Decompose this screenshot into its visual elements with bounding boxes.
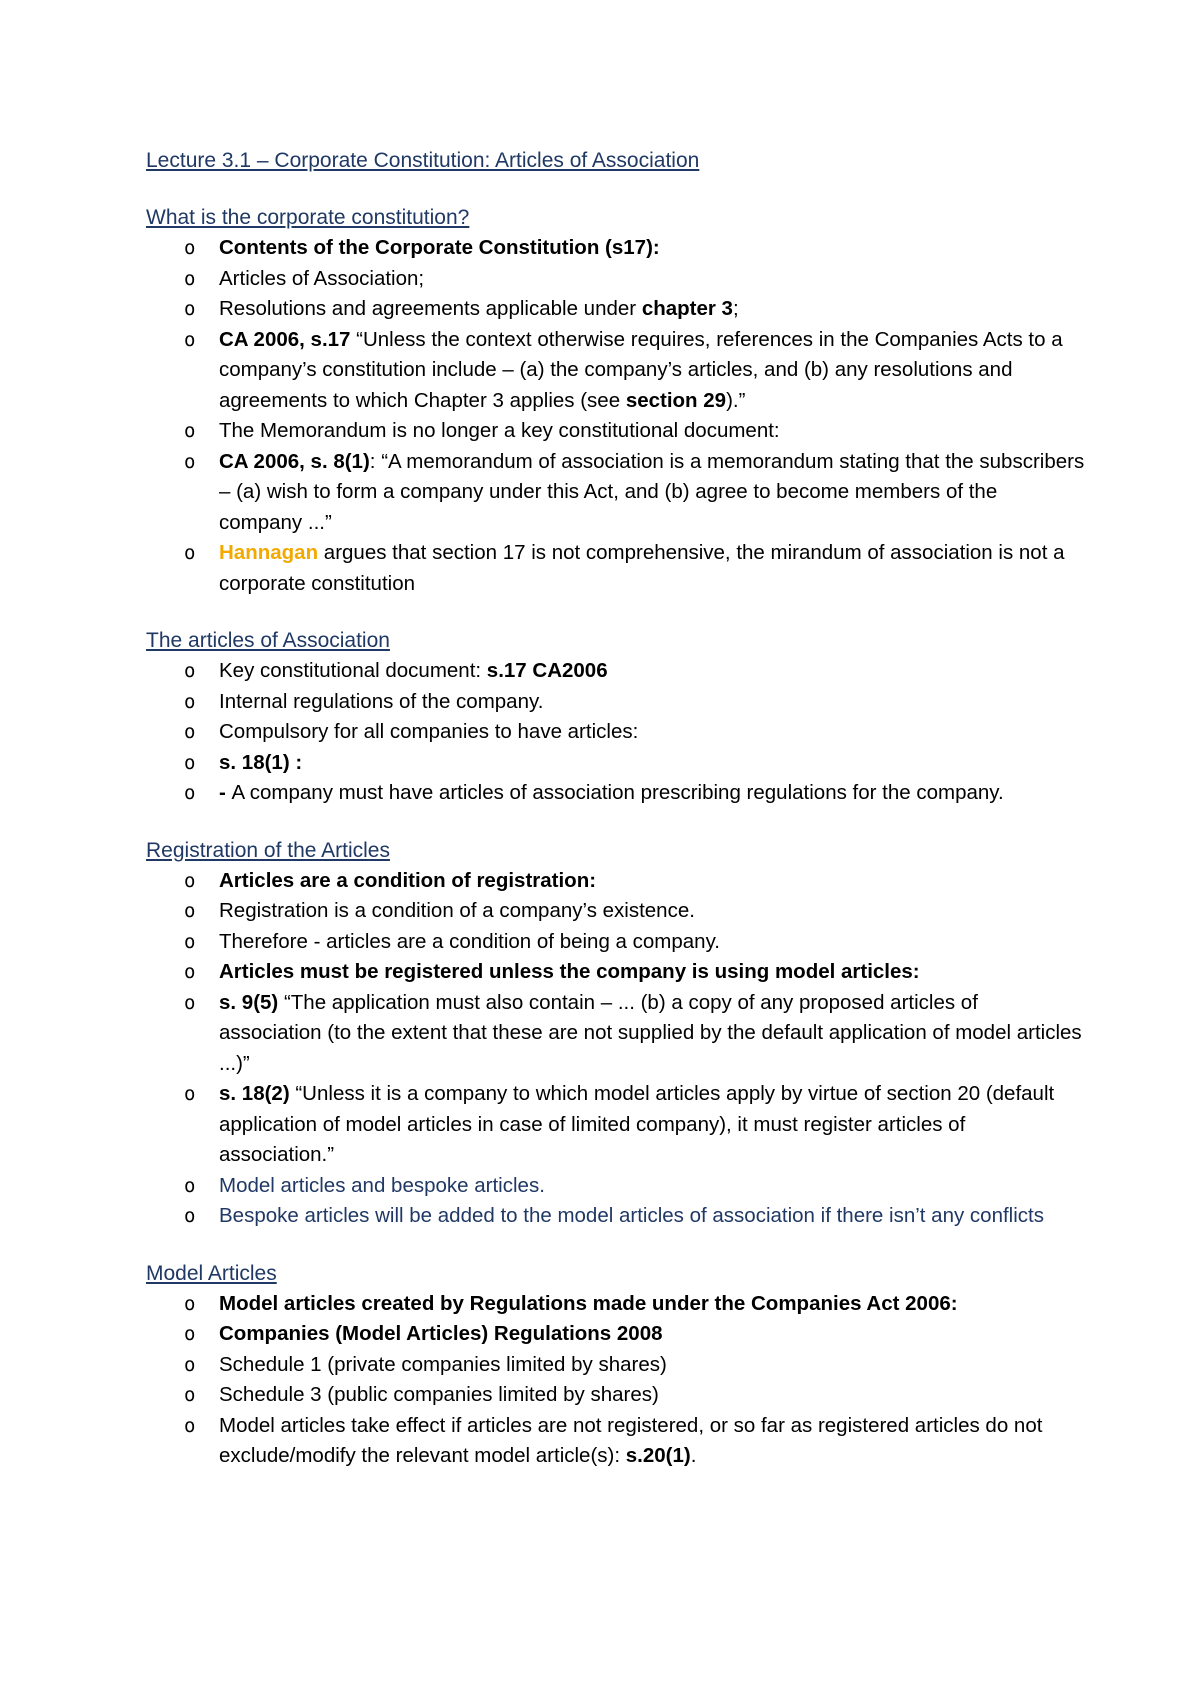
bullet-list [146, 1289, 1086, 1472]
text-segment: argues that section 17 is not comprehensive, the mirandum of association is not a corporate constitution [219, 541, 1065, 595]
text-segment: A company must have articles of association prescribing regulations for the company. [231, 781, 1004, 804]
list-item [146, 717, 1086, 748]
text-segment: . [690, 1444, 697, 1467]
text-segment: Model articles created by Regulations made under the Companies Act 2006: [219, 1291, 958, 1315]
list-item [146, 866, 1086, 897]
text-segment: Bespoke articles will be added to the model articles of association if there isn’t any conflicts [219, 1204, 1044, 1227]
text-segment: chapter 3 [641, 297, 733, 320]
list-item [146, 1289, 1086, 1320]
section-heading: Model Articles [146, 1261, 277, 1285]
text-segment: The Memorandum is no longer a key constitutional document: [219, 419, 780, 442]
list-item [146, 896, 1086, 927]
text-segment: Model articles and bespoke articles. [219, 1173, 545, 1197]
section-registration-of-articles [146, 836, 1086, 1232]
document-body [146, 146, 1086, 1499]
document-title: Lecture 3.1 – Corporate Constitution: Articles of Association [146, 149, 700, 172]
list-item [146, 957, 1086, 988]
list-item [146, 1319, 1086, 1350]
text-segment: ; [732, 297, 739, 320]
list-item [146, 1171, 1086, 1202]
text-segment: : “A memorandum of association is a memorandum stating that the subscribers – (a) wish to form a company under this Act, and (b) agree to become members of the company ...” [219, 449, 1085, 534]
text-segment: s.17 CA2006 [486, 659, 608, 682]
list-item [146, 927, 1086, 958]
section-model-articles [146, 1259, 1086, 1472]
text-segment: s.20(1) [625, 1444, 691, 1467]
text-segment: Compulsory for all companies to have articles: [219, 720, 639, 743]
list-item [146, 1079, 1086, 1171]
text-segment: s. 18(1) : [219, 750, 303, 774]
list-item [146, 656, 1086, 687]
list-item [146, 1201, 1086, 1232]
text-segment: Contents of the Corporate Constitution (s17): [219, 236, 660, 259]
text-segment: Registration is a condition of a company’s existence. [219, 899, 695, 922]
section-corporate-constitution [146, 203, 1086, 599]
list-item [146, 1411, 1086, 1472]
list-item [146, 988, 1086, 1080]
list-item [146, 233, 1086, 264]
list-item [146, 538, 1086, 599]
text-segment: Internal regulations of the company. [219, 689, 544, 713]
text-segment: “The application must also contain – ... (b) a copy of any proposed articles of association (to the extent that these are not supplied by the default application of model articles ...)” [219, 990, 1082, 1075]
section-heading: Registration of the Articles [146, 838, 390, 862]
list-item [146, 325, 1086, 417]
text-segment: Model articles take effect if articles are not registered, or so far as registered articles do not exclude/modify the relevant model article(s): [219, 1413, 1043, 1467]
text-segment: Key constitutional document: [219, 659, 487, 682]
text-segment: Articles of Association; [219, 266, 425, 290]
text-segment: ).” [726, 388, 746, 412]
list-item [146, 294, 1086, 325]
text-segment: Articles must be registered unless the company is using model articles: [219, 960, 920, 983]
text-segment: s. 18(2) [219, 1082, 290, 1105]
bullet-list [146, 866, 1086, 1232]
text-segment: Schedule 3 (public companies limited by shares) [219, 1383, 659, 1406]
text-segment: section 29 [625, 388, 727, 412]
text-segment: Therefore - articles are a condition of being a company. [219, 929, 720, 953]
text-segment: Companies (Model Articles) Regulations 2008 [219, 1322, 663, 1345]
text-segment: Hannagan [219, 541, 319, 564]
list-item [146, 1380, 1086, 1411]
section-heading: What is the corporate constitution? [146, 206, 470, 229]
bullet-list [146, 656, 1086, 809]
text-segment: - [219, 781, 232, 804]
list-item [146, 1350, 1086, 1381]
list-item [146, 416, 1086, 447]
section-articles-of-association [146, 626, 1086, 809]
bullet-list [146, 233, 1086, 599]
text-segment: Resolutions and agreements applicable under [219, 297, 642, 320]
text-segment: Articles are a condition of registration: [219, 868, 597, 892]
text-segment: CA 2006, s.17 [219, 327, 351, 351]
list-item [146, 778, 1086, 809]
text-segment: CA 2006, s. 8(1) [219, 449, 370, 473]
section-heading: The articles of Association [146, 629, 390, 652]
list-item [146, 447, 1086, 539]
list-item [146, 264, 1086, 295]
list-item [146, 748, 1086, 779]
list-item [146, 687, 1086, 718]
text-segment: “Unless it is a company to which model articles apply by virtue of section 20 (default application of model articles in case of limited company), it must register articles of association.” [219, 1082, 1055, 1166]
text-segment: “Unless the context otherwise requires, references in the Companies Acts to a company’s constitution include – (a) the company’s articles, and (b) any resolutions and agreements to which Chapter 3 applies (see [219, 327, 1063, 412]
text-segment: Schedule 1 (private companies limited by shares) [219, 1352, 667, 1376]
text-segment: s. 9(5) [219, 990, 279, 1014]
